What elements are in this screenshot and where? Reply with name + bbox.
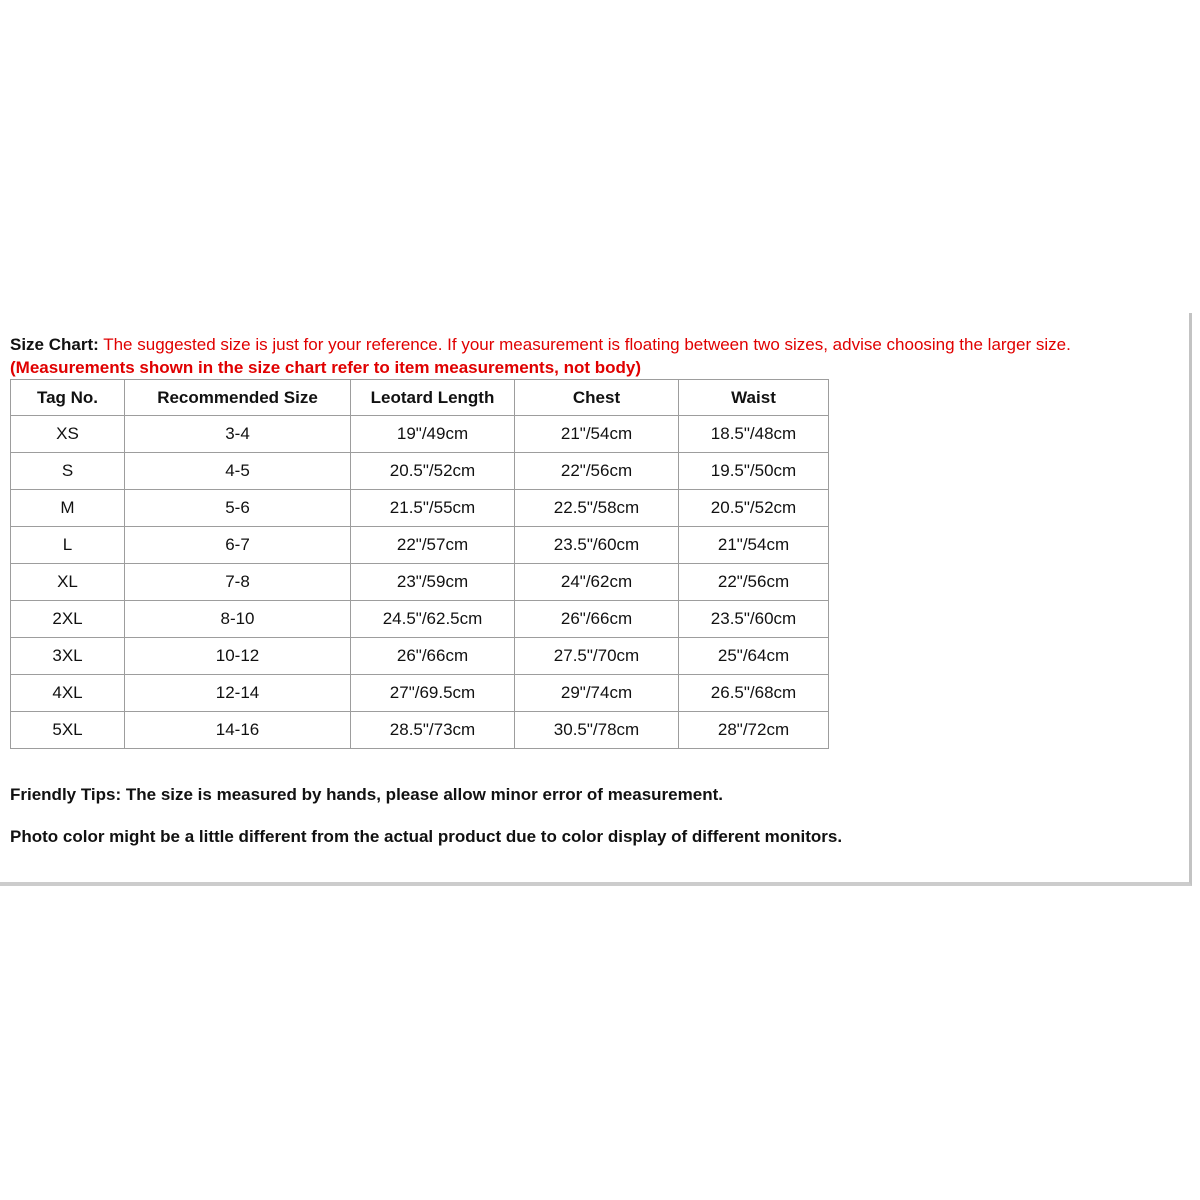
header-waist: Waist bbox=[679, 380, 829, 416]
table-cell: 30.5"/78cm bbox=[515, 712, 679, 749]
size-chart-label: Size Chart: bbox=[10, 335, 99, 354]
table-cell: 23.5"/60cm bbox=[515, 527, 679, 564]
table-cell: 22"/57cm bbox=[351, 527, 515, 564]
intro-paragraph bbox=[10, 333, 1179, 356]
table-row bbox=[11, 453, 829, 490]
table-cell: 21"/54cm bbox=[515, 416, 679, 453]
table-cell: 10-12 bbox=[125, 638, 351, 675]
measurement-note: (Measurements shown in the size chart refer to item measurements, not body) bbox=[10, 358, 642, 377]
friendly-tips-line: Friendly Tips: The size is measured by hands, please allow minor error of measurement. bbox=[10, 785, 723, 804]
table-row bbox=[11, 712, 829, 749]
table-cell: 26.5"/68cm bbox=[679, 675, 829, 712]
table-row bbox=[11, 638, 829, 675]
table-row bbox=[11, 675, 829, 712]
table-cell: 20.5"/52cm bbox=[679, 490, 829, 527]
table-row bbox=[11, 564, 829, 601]
table-row bbox=[11, 490, 829, 527]
table-cell: 27.5"/70cm bbox=[515, 638, 679, 675]
table-cell: 23"/59cm bbox=[351, 564, 515, 601]
table-cell: 27"/69.5cm bbox=[351, 675, 515, 712]
header-tag-no: Tag No. bbox=[11, 380, 125, 416]
intro-red-text: The suggested size is just for your reference. If your measurement is floating between two sizes, advise choosing the larger size. bbox=[103, 335, 1071, 354]
size-table-body bbox=[11, 416, 829, 749]
table-cell: S bbox=[11, 453, 125, 490]
table-cell: 19.5"/50cm bbox=[679, 453, 829, 490]
header-chest: Chest bbox=[515, 380, 679, 416]
table-cell: 26"/66cm bbox=[515, 601, 679, 638]
table-cell: 21"/54cm bbox=[679, 527, 829, 564]
table-cell: 4-5 bbox=[125, 453, 351, 490]
table-cell: 5XL bbox=[11, 712, 125, 749]
table-cell: 2XL bbox=[11, 601, 125, 638]
table-row bbox=[11, 601, 829, 638]
table-cell: 3-4 bbox=[125, 416, 351, 453]
table-cell: 12-14 bbox=[125, 675, 351, 712]
table-cell: M bbox=[11, 490, 125, 527]
table-row bbox=[11, 416, 829, 453]
table-cell: 22"/56cm bbox=[679, 564, 829, 601]
table-cell: 26"/66cm bbox=[351, 638, 515, 675]
table-cell: 7-8 bbox=[125, 564, 351, 601]
table-cell: XL bbox=[11, 564, 125, 601]
table-cell: 5-6 bbox=[125, 490, 351, 527]
table-cell: 29"/74cm bbox=[515, 675, 679, 712]
size-table bbox=[10, 379, 829, 749]
table-cell: 14-16 bbox=[125, 712, 351, 749]
size-chart-panel bbox=[0, 313, 1192, 886]
table-cell: 23.5"/60cm bbox=[679, 601, 829, 638]
table-cell: 4XL bbox=[11, 675, 125, 712]
table-cell: 28"/72cm bbox=[679, 712, 829, 749]
header-leotard-length: Leotard Length bbox=[351, 380, 515, 416]
table-cell: 18.5"/48cm bbox=[679, 416, 829, 453]
table-row bbox=[11, 527, 829, 564]
table-cell: 19"/49cm bbox=[351, 416, 515, 453]
table-cell: L bbox=[11, 527, 125, 564]
table-cell: 20.5"/52cm bbox=[351, 453, 515, 490]
table-cell: 25"/64cm bbox=[679, 638, 829, 675]
table-cell: 22"/56cm bbox=[515, 453, 679, 490]
table-cell: 8-10 bbox=[125, 601, 351, 638]
table-cell: 3XL bbox=[11, 638, 125, 675]
table-cell: 24"/62cm bbox=[515, 564, 679, 601]
table-cell: 24.5"/62.5cm bbox=[351, 601, 515, 638]
table-cell: 6-7 bbox=[125, 527, 351, 564]
table-cell: 28.5"/73cm bbox=[351, 712, 515, 749]
table-cell: 21.5"/55cm bbox=[351, 490, 515, 527]
header-recommended-size: Recommended Size bbox=[125, 380, 351, 416]
table-header-row bbox=[11, 380, 829, 416]
tips-block bbox=[10, 785, 1179, 846]
table-cell: XS bbox=[11, 416, 125, 453]
photo-color-line: Photo color might be a little different from the actual product due to color display of different monitors. bbox=[10, 827, 843, 846]
table-cell: 22.5"/58cm bbox=[515, 490, 679, 527]
